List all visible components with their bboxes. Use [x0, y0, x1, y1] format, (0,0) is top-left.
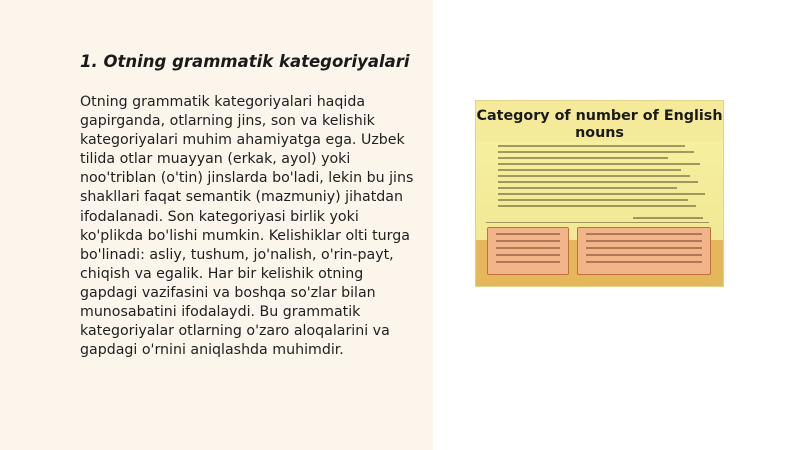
- thumbnail-caption-line: [633, 217, 703, 219]
- thumbnail-text-lines: [498, 145, 711, 217]
- thumbnail-divider: [486, 222, 709, 223]
- slide-body-text: Otning grammatik kategoriyalari haqida gapirganda, otlarning jins, son va kelishik kategoriyalari muhim ahamiyatga ega. Uzbek tilida otlar muayyan (erkak, ayol) yoki noo'triblan (o'tin) jinslarda bo'ladi, lekin bu jins shakllari faqat semantik (mazmuniy) jihatdan ifodalanadi. Son kategoriyasi birlik yoki ko'plikda bo'lishi mumkin. Kelishiklar olti turga bo'linadi: asliy, tushum, jo'nalish, o'rin-payt, chiqish va egalik. Har bir kelishik otning gapdagi vazifasini va boshqa so'zlar bilan munosabatini ifodalaydi. Bu grammatik kategoriyalar otlarning o'zaro aloqalarini va gapdagi o'rnini aniqlashda muhimdir.: [80, 94, 414, 359]
- thumbnail-right-box: [577, 227, 711, 275]
- thumbnail-title: Category of number of English nouns: [476, 108, 723, 141]
- slide-thumbnail-image: [475, 100, 724, 287]
- thumbnail-left-box: [487, 227, 569, 275]
- slide-title: 1. Otning grammatik kategoriyalari: [80, 52, 410, 71]
